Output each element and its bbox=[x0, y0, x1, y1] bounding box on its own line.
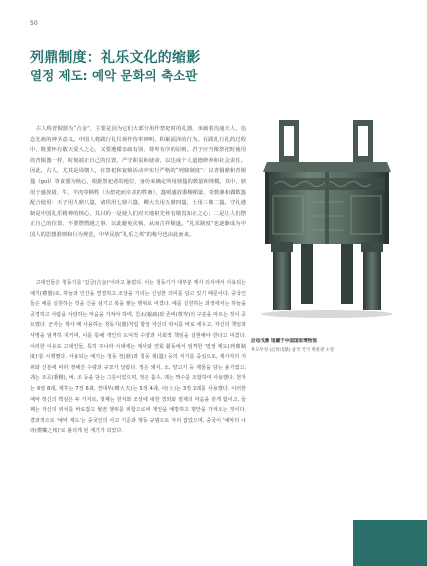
bronze-ding-illustration bbox=[251, 106, 403, 334]
section-title-chinese: 列鼎制度：礼乐文化的缩影 bbox=[30, 50, 201, 66]
body-paragraph-chinese: 古人称青铜器为“吉金”，主要是因为它们大部分用作祭祀时的礼器，承载着沟通天人、追念先祖的神圣意义。中国人将践行礼仪视作侍奉神明、积累福泽的行为。在践礼行礼的过程中，既要怀有敬天爱人之心，又要遵循亲疏有别、尊卑有序的原则。君子应当像祭祀时使用的青铜器一样，时刻端正自己的位置，严守职责和使命，以达成个人道德修养和社会责任。因此，古人，尤其是周朝人，在祭祀和宴飨活动中实行严格的“列鼎制度”：以青铜鼎和青铜簋（guǐ）等食器为核心，根据祭祀者的地位，身份来确定所用鼎簋的数量和规模。其中，鼎用于盛放猪、牛、羊肉等牺牲（为祭祀而宰杀的牲畜），簋则盛放黍稷稻粱、奇数鼎和偶数簋配合使用：天子用九鼎八簋，诸侯用七鼎六簋，卿大夫用五鼎四簋，士用三鼎二簋。守礼遵制是中国礼乐精神的核心，其目的一是使人们对天地祖先怀有敬畏知止之心；二是让人们摆正自己的位置，不要僭僭越之事，以此避免灾祸，从而吉祥顺遂。“礼乐制度”也逐渐成为中国人的思想准则和行为规范，中华民族“礼乐之邦”的称号也由此而来。 bbox=[30, 126, 246, 238]
ding-handle-right bbox=[353, 120, 373, 162]
section-title-korean: 열정 제도: 예악 문화의 축소판 bbox=[30, 68, 198, 83]
decorative-corner-block bbox=[353, 520, 427, 566]
photo-caption-chinese: 后母戊鼎 馆藏于中国国家博物馆 bbox=[251, 339, 317, 344]
ding-handle-left bbox=[279, 120, 299, 162]
ding-rim bbox=[263, 162, 391, 172]
photo-caption-korean: 후모무정 (后母戊鼎) 중국 국가 박물관 소장 bbox=[251, 348, 335, 353]
page-number: 50 bbox=[30, 20, 38, 27]
ding-legs bbox=[271, 242, 383, 310]
body-paragraph-korean: 고대인들은 청동기를 '길금(吉金)'이라고 불렀다. 이는 청동기가 대부분 제사 의식에서 사용되는 예기(禮器)로, 하늘과 인간을 연결하고 조상을 기리는 신성한 의미를 담고 있기 때문이다. 중국인들은 예를 실천하는 것을 신을 섬기고 복을 쌓는 행위로 여겼다. 예를 실천하는 과정에서는 하늘을 공경하고 사람을 사랑하는 마음을 가져야 하며, 친소(親疏)와 존비(尊卑)의 구분을 따르는 것이 중요했다. 군자는 제사 때 사용하는 청동기(器)처럼 항상 자신의 위치를 바로 세우고, 자신의 책임과 사명을 엄격히 지키며, 이를 통해 개인의 도덕적 수양과 사회적 책임을 실현해야 한다고 여겼다. 이러한 이유로 고대인들, 특히 주나라 시대에는 제사와 연회 활동에서 엄격한 '열정 제도(列鼎制度)'를 시행했다. 사용되는 예기는 청동 정(鼎)과 청동 궤(簋) 등의 식기를 중심으로, 제사자의 지위와 신분에 따라 정해진 수량과 규모가 달랐다. 정은 돼지, 소, 양고기 등 제물을 담는 용기였고, 궤는 조곡(黍稷), 벼, 조 등을 담는 그릇이었으며, 정은 홀수, 궤는 짝수를 조합하여 사용했다. 천자는 9정 8궤, 제후는 7정 6궤, 경대부(卿大夫)는 5정 4궤, 사(士)는 3정 2궤를 사용했다. 이러한 예악 정신의 핵심은 두 가지로, 첫째는 천지와 조상에 대한 경외와 절제의 마음을 갖게 함이고, 둘째는 자신의 위치를 바로잡고 월권 행위를 피함으로써 재앙을 예방하고 평안을 가져오는 것이다. 결과적으로 '예악 제도'는 중국인의 사고 기준과 행동 규범으로 자리 잡았으며, 중국이 '예악의 나라(禮樂之邦)'로 불리게 된 계기가 되었다. bbox=[30, 280, 246, 435]
bronze-ding-photo bbox=[251, 106, 403, 334]
